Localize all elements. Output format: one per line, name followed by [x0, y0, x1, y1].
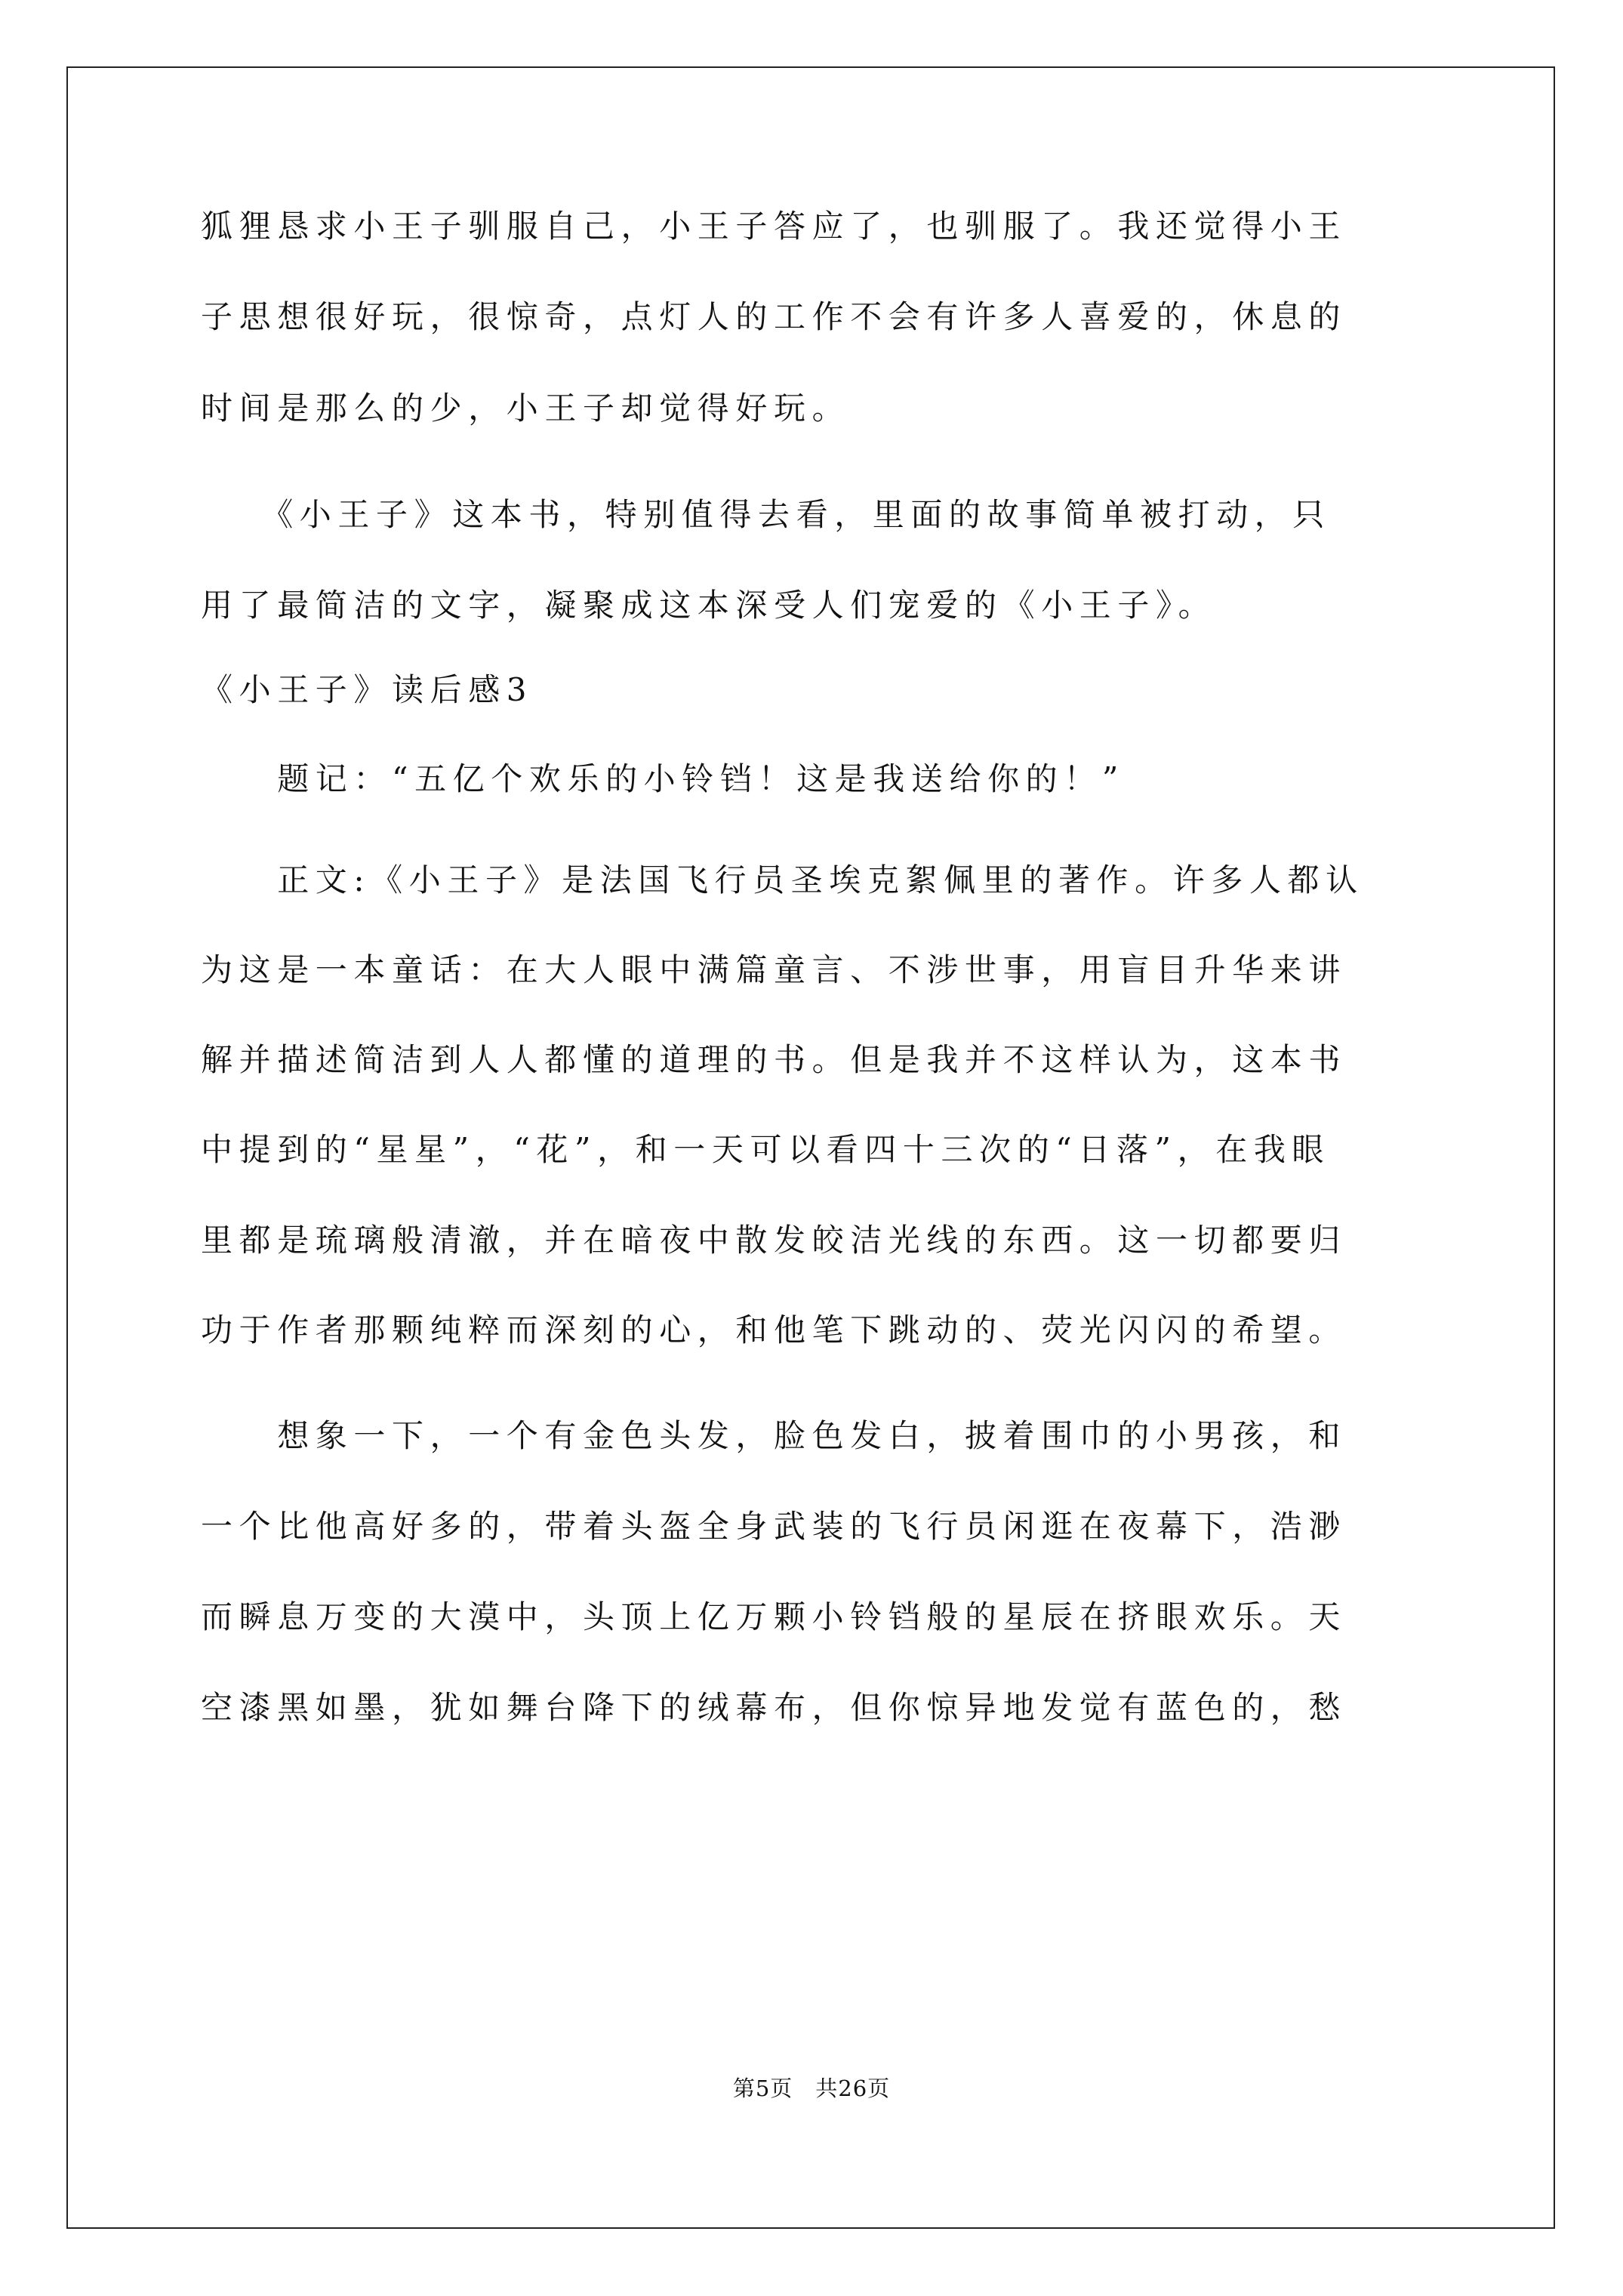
text-line: 题记：“五亿个欢乐的小铃铛！这是我送给你的！” [201, 760, 1125, 797]
text-line: 想象一下，一个有金色头发，脸色发白，披着围巾的小男孩，和 [201, 1417, 1347, 1454]
text-line: 里都是琉璃般清澈，并在暗夜中散发皎洁光线的东西。这一切都要归 [201, 1222, 1347, 1259]
text-line: 解并描述简洁到人人都懂的道理的书。但是我并不这样认为，这本书 [201, 1041, 1347, 1078]
text-line: 正文:《小王子》是法国飞行员圣埃克絮佩里的著作。许多人都认 [201, 861, 1364, 898]
text-line: 狐狸恳求小王子驯服自己，小王子答应了，也驯服了。我还觉得小王 [201, 208, 1347, 245]
text-line: 《小王子》这本书，特别值得去看，里面的故事简单被打动，只 [201, 496, 1332, 533]
text-line: 子思想很好玩，很惊奇，点灯人的工作不会有许多人喜爱的，休息的 [201, 298, 1347, 335]
text-line: 功于作者那颗纯粹而深刻的心，和他笔下跳动的、荧光闪闪的希望。 [201, 1311, 1347, 1348]
text-line: 为这是一本童话：在大人眼中满篇童言、不涉世事，用盲目升华来讲 [201, 951, 1347, 988]
text-line: 空漆黑如墨，犹如舞台降下的绒幕布，但你惊异地发觉有蓝色的，愁 [201, 1689, 1347, 1726]
page-number-footer: 第5页 共26页 [732, 2076, 891, 2101]
text-line: 中提到的“星星”，“花”，和一天可以看四十三次的“日落”，在我眼 [201, 1131, 1331, 1168]
text-line: 时间是那么的少，小王子却觉得好玩。 [201, 390, 851, 427]
section-heading: 《小王子》读后感3 [201, 671, 534, 708]
text-line: 而瞬息万变的大漠中，头顶上亿万颗小铃铛般的星辰在挤眼欢乐。天 [201, 1598, 1347, 1635]
text-line: 用了最简洁的文字，凝聚成这本深受人们宠爱的《小王子》。 [201, 587, 1217, 624]
text-line: 一个比他高好多的，带着头盔全身武装的飞行员闲逛在夜幕下，浩渺 [201, 1508, 1347, 1545]
